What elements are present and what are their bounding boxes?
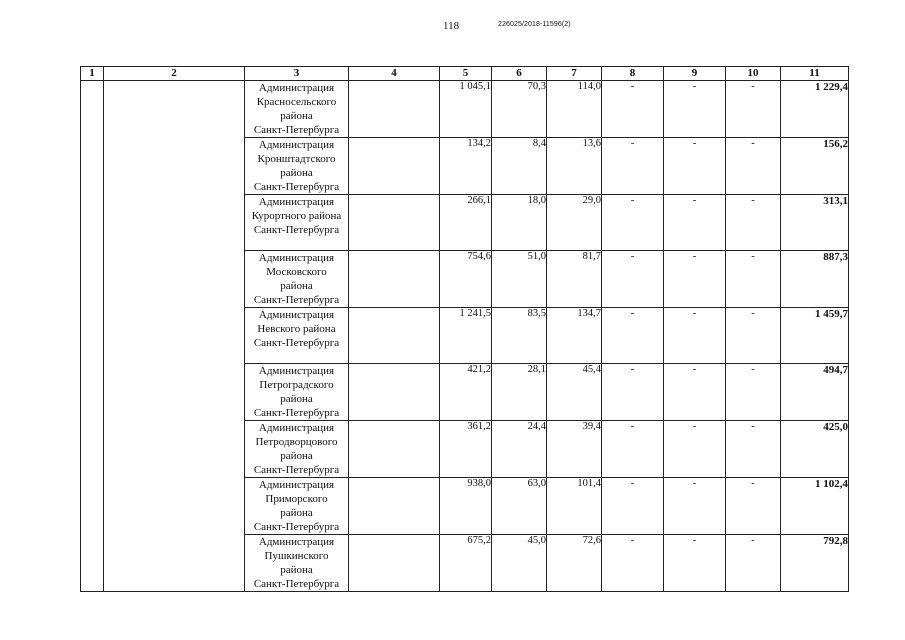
document-id: 226025/2018-11596(2): [498, 21, 571, 28]
value-col7: 114,0: [547, 81, 602, 138]
total-value: 887,3: [781, 251, 849, 308]
value-col10: -: [726, 535, 781, 592]
data-table: [80, 66, 849, 592]
page-number: 118: [443, 20, 460, 32]
value-col6: 28,1: [492, 364, 547, 421]
table-cell-col1: [81, 81, 104, 592]
total-value: 425,0: [781, 421, 849, 478]
value-col10: -: [726, 195, 781, 251]
organization-name: Администрация Московского района Санкт-Петербурга: [245, 251, 349, 308]
table-cell-col4: [349, 138, 440, 195]
value-col10: -: [726, 364, 781, 421]
value-col8: -: [602, 251, 664, 308]
total-value: 1 102,4: [781, 478, 849, 535]
column-header: 4: [349, 67, 440, 81]
organization-name: Администрация Петродворцового района Санкт-Петербурга: [245, 421, 349, 478]
value-col10: -: [726, 138, 781, 195]
table-cell-col4: [349, 364, 440, 421]
table-header-row: [81, 67, 849, 81]
column-header: 11: [781, 67, 849, 81]
organization-name: Администрация Петроградского района Санкт-Петербурга: [245, 364, 349, 421]
total-value: 1 229,4: [781, 81, 849, 138]
value-col9: -: [664, 535, 726, 592]
value-col7: 45,4: [547, 364, 602, 421]
organization-name: Администрация Кронштадтского района Санкт-Петербурга: [245, 138, 349, 195]
total-value: 792,8: [781, 535, 849, 592]
value-col6: 24,4: [492, 421, 547, 478]
value-col9: -: [664, 138, 726, 195]
table-cell-col4: [349, 478, 440, 535]
value-col6: 18,0: [492, 195, 547, 251]
value-col5: 361,2: [440, 421, 492, 478]
value-col8: -: [602, 535, 664, 592]
value-col6: 45,0: [492, 535, 547, 592]
organization-name: Администрация Красносельского района Санкт-Петербурга: [245, 81, 349, 138]
value-col5: 266,1: [440, 195, 492, 251]
value-col8: -: [602, 308, 664, 364]
column-header: 10: [726, 67, 781, 81]
value-col8: -: [602, 478, 664, 535]
column-header: 5: [440, 67, 492, 81]
total-value: 494,7: [781, 364, 849, 421]
value-col10: -: [726, 478, 781, 535]
organization-name: Администрация Курортного района Санкт-Петербурга: [245, 195, 349, 251]
table-cell-col4: [349, 535, 440, 592]
value-col9: -: [664, 195, 726, 251]
value-col8: -: [602, 421, 664, 478]
value-col7: 13,6: [547, 138, 602, 195]
value-col7: 29,0: [547, 195, 602, 251]
table-cell-col4: [349, 251, 440, 308]
organization-name: Администрация Пушкинского района Санкт-Петербурга: [245, 535, 349, 592]
value-col7: 72,6: [547, 535, 602, 592]
column-header: 8: [602, 67, 664, 81]
value-col6: 51,0: [492, 251, 547, 308]
table-body: [81, 81, 849, 592]
value-col9: -: [664, 364, 726, 421]
value-col9: -: [664, 478, 726, 535]
column-header: 6: [492, 67, 547, 81]
value-col9: -: [664, 81, 726, 138]
table-cell-col2: [104, 81, 245, 592]
value-col5: 134,2: [440, 138, 492, 195]
total-value: 156,2: [781, 138, 849, 195]
value-col7: 81,7: [547, 251, 602, 308]
value-col10: -: [726, 251, 781, 308]
value-col5: 938,0: [440, 478, 492, 535]
column-header: 7: [547, 67, 602, 81]
total-value: 1 459,7: [781, 308, 849, 364]
value-col5: 1 045,1: [440, 81, 492, 138]
column-header: 1: [81, 67, 104, 81]
table-cell-col4: [349, 308, 440, 364]
value-col10: -: [726, 308, 781, 364]
value-col6: 63,0: [492, 478, 547, 535]
table-cell-col4: [349, 421, 440, 478]
value-col8: -: [602, 364, 664, 421]
table-cell-col4: [349, 81, 440, 138]
table-cell-col4: [349, 195, 440, 251]
value-col7: 39,4: [547, 421, 602, 478]
value-col9: -: [664, 251, 726, 308]
value-col5: 1 241,5: [440, 308, 492, 364]
value-col5: 421,2: [440, 364, 492, 421]
column-header: 2: [104, 67, 245, 81]
value-col9: -: [664, 421, 726, 478]
value-col8: -: [602, 138, 664, 195]
organization-name: Администрация Невского района Санкт-Петербурга: [245, 308, 349, 364]
value-col9: -: [664, 308, 726, 364]
value-col5: 675,2: [440, 535, 492, 592]
organization-name: Администрация Приморского района Санкт-Петербурга: [245, 478, 349, 535]
value-col8: -: [602, 81, 664, 138]
column-header: 3: [245, 67, 349, 81]
value-col7: 101,4: [547, 478, 602, 535]
column-header: 9: [664, 67, 726, 81]
value-col10: -: [726, 421, 781, 478]
value-col10: -: [726, 81, 781, 138]
total-value: 313,1: [781, 195, 849, 251]
table-row: [81, 81, 849, 138]
value-col6: 83,5: [492, 308, 547, 364]
value-col8: -: [602, 195, 664, 251]
value-col7: 134,7: [547, 308, 602, 364]
value-col6: 70,3: [492, 81, 547, 138]
value-col6: 8,4: [492, 138, 547, 195]
value-col5: 754,6: [440, 251, 492, 308]
